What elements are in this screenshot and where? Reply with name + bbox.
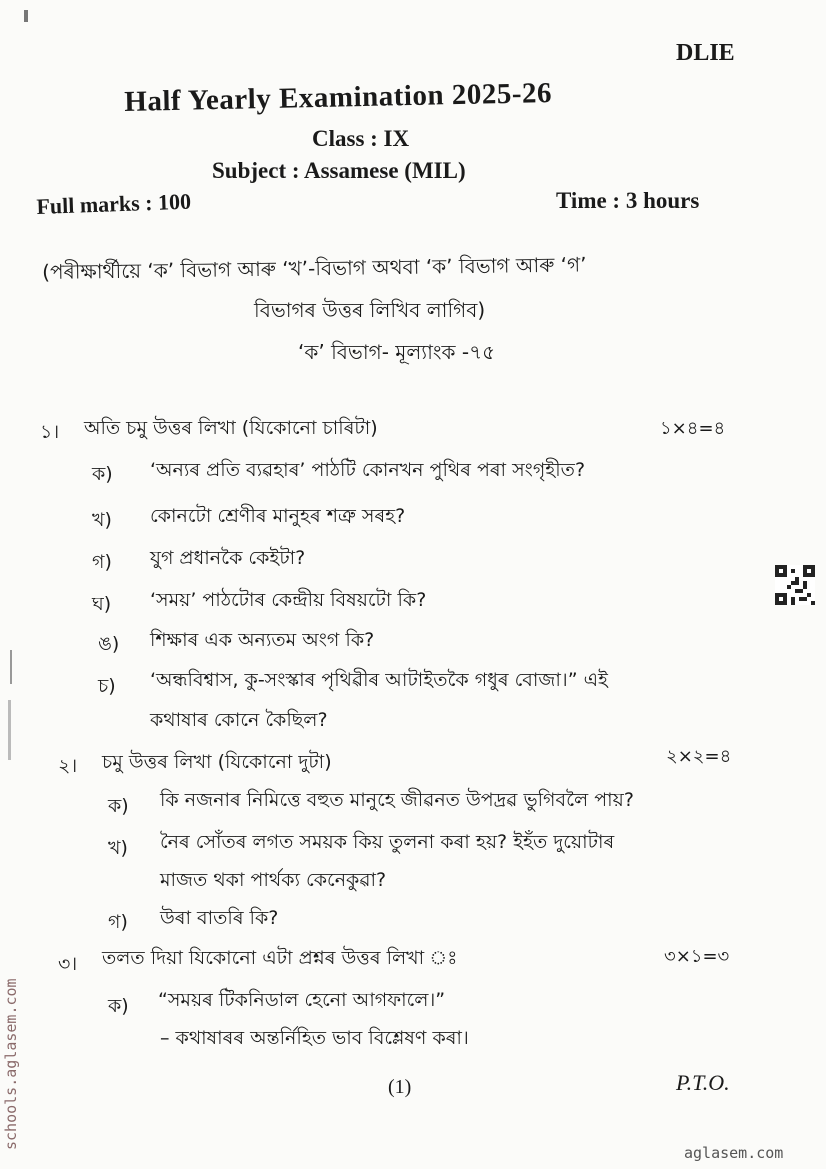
q1-item-text: ‘অন্ধবিশ্বাস, কু-সংস্কাৰ পৃথিৱীৰ আটাইতকৈ গধুৰ বোজা।” এই — [150, 669, 608, 691]
q2-item-label: খ) — [108, 837, 128, 859]
pto-label: P.T.O. — [676, 1070, 730, 1095]
full-marks-label: Full marks : 100 — [36, 188, 192, 219]
q1-item-label: ঙ) — [98, 633, 120, 655]
question-2-text: চমু উত্তৰ লিখা (যিকোনো দুটা) — [102, 751, 332, 773]
question-1-marks: ১×৪=৪ — [660, 418, 726, 439]
question-1-number: ১। — [40, 421, 60, 443]
q3-item-text: “সময়ৰ টিকনিডাল হেনো আগফালে।” — [158, 989, 446, 1011]
q1-item-label: খ) — [92, 509, 112, 531]
q1-item-text: ‘সময়’ পাঠটোৰ কেন্দ্ৰীয় বিষয়টো কি? — [150, 589, 427, 611]
paper-code: DLIE — [676, 40, 735, 66]
q2-item-text-continued: মাজত থকা পাৰ্থক্য কেনেকুৱা? — [160, 869, 387, 891]
scan-mark — [8, 700, 11, 760]
section-heading: ‘ক’ বিভাগ- মূল্যাংক -৭৫ — [298, 340, 496, 364]
q3-item-text-continued: – কথাষাৰৰ অন্তৰ্নিহিত ভাব বিশ্লেষণ কৰা। — [160, 1027, 469, 1049]
q1-item-text-continued: কথাষাৰ কোনে কৈছিল? — [150, 709, 328, 731]
q1-item-label: ক) — [92, 463, 113, 485]
q1-item-label: চ) — [98, 675, 116, 697]
q2-item-label: ক) — [108, 795, 129, 817]
q1-item-label: গ) — [92, 551, 112, 573]
qr-code-icon — [775, 565, 815, 605]
question-3-text: তলত দিয়া যিকোনো এটা প্ৰশ্নৰ উত্তৰ লিখা ঃ — [102, 947, 458, 969]
q1-item-text: কোনটো শ্ৰেণীৰ মানুহৰ শত্ৰু সৰহ? — [150, 505, 406, 527]
q1-item-text: যুগ প্ৰধানকৈ কেইটা? — [150, 547, 306, 569]
instruction-line-1: (পৰীক্ষাৰ্থীয়ে ‘ক’ বিভাগ আৰু ‘খ’-বিভাগ অথবা ‘ক’ বিভাগ আৰু ‘গ’ — [42, 252, 587, 284]
question-3-number: ৩। — [58, 953, 78, 975]
question-1-text: অতি চমু উত্তৰ লিখা (যিকোনো চাৰিটা) — [84, 417, 378, 439]
exam-title: Half Yearly Examination 2025-26 — [124, 77, 553, 118]
q1-item-text: ‘অন্যৰ প্ৰতি ব্যৱহাৰ’ পাঠটি কোনখন পুথিৰ পৰা সংগৃহীত? — [150, 459, 586, 481]
class-label: Class : IX — [312, 126, 410, 151]
q1-item-text: শিক্ষাৰ এক অন্যতম অংগ কি? — [150, 629, 375, 651]
side-watermark: schools.aglasem.com — [2, 978, 20, 1150]
question-3-marks: ৩×১=৩ — [664, 946, 730, 967]
q2-item-text: নৈৰ সোঁতৰ লগত সময়ক কিয় তুলনা কৰা হয়? ইহঁত দুয়োটাৰ — [160, 831, 615, 853]
instruction-line-2: বিভাগৰ উত্তৰ লিখিব লাগিব) — [254, 298, 486, 322]
q2-item-label: গ) — [108, 911, 128, 933]
q2-item-text: কি নজনাৰ নিমিত্তে বহুত মানুহে জীৱনত উপদ্ৰৱ ভুগিবলৈ পায়? — [160, 789, 634, 811]
site-watermark: aglasem.com — [684, 1144, 784, 1162]
time-label: Time : 3 hours — [556, 188, 700, 213]
q2-item-text: উৰা বাতৰি কি? — [160, 907, 279, 929]
scan-mark — [10, 650, 12, 684]
scan-mark — [24, 10, 28, 22]
page-number: (1) — [388, 1076, 412, 1098]
question-2-marks: ২×২=৪ — [666, 746, 732, 767]
subject-label: Subject : Assamese (MIL) — [212, 158, 466, 183]
q3-item-label: ক) — [108, 995, 129, 1017]
question-2-number: ২। — [58, 755, 78, 777]
q1-item-label: ঘ) — [92, 593, 112, 615]
